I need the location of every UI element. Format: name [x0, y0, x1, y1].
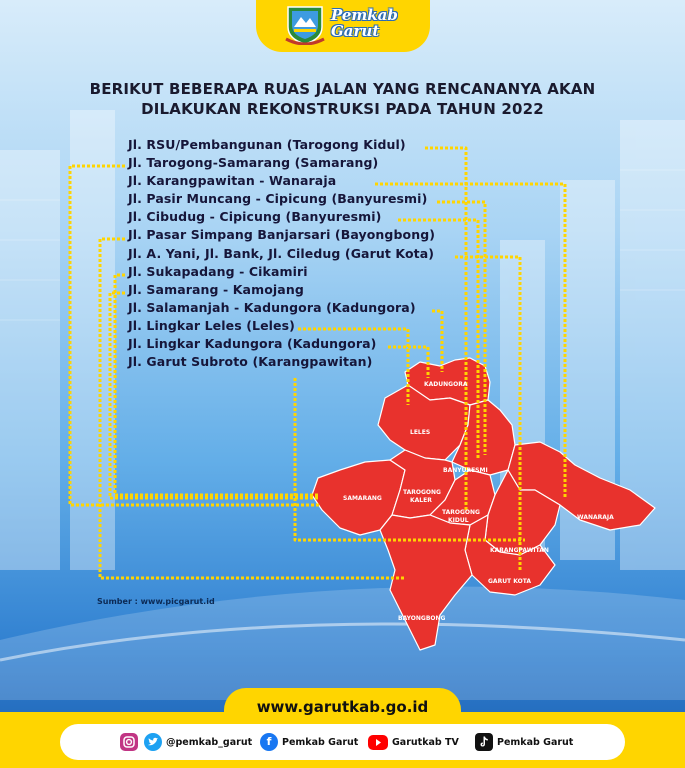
connector-salamanjah [432, 311, 442, 372]
road-item: Jl. Sukapadang - Cikamiri [128, 263, 308, 279]
road-item: Jl. Lingkar Leles (Leles) [128, 317, 295, 333]
website-link[interactable]: www.garutkab.go.id [256, 698, 429, 716]
connector-samarang-kamojang [110, 293, 318, 498]
facebook-group[interactable] [260, 733, 358, 751]
connector-lingkar-leles [298, 329, 408, 405]
youtube-label: Garutkab TV [392, 736, 459, 748]
twitter-icon[interactable] [144, 733, 162, 751]
logo-line-1: Pemkab [331, 6, 398, 24]
label-wanaraja: WANARAJA [577, 514, 614, 521]
label-tarogong-kidul-2: KIDUL [448, 517, 469, 524]
road-item: Jl. Salamanjah - Kadungora (Kadungora) [128, 299, 416, 315]
youtube-group[interactable] [368, 733, 459, 751]
road-item: Jl. Lingkar Kadungora (Kadungora) [128, 336, 377, 352]
page-title-line-2: DILAKUKAN REKONSTRUKSI PADA TAHUN 2022 [141, 100, 544, 118]
tiktok-icon[interactable] [475, 733, 493, 751]
youtube-icon[interactable] [368, 735, 388, 750]
label-garut-kota: GARUT KOTA [488, 578, 531, 585]
road-item: Jl. Karangpawitan - Wanaraja [128, 173, 337, 189]
source-credit: Sumber : www.picgarut.id [97, 597, 215, 606]
label-bayongbong: BAYONGBONG [398, 615, 446, 622]
label-tarogong-kaler-2: KALER [410, 497, 432, 504]
road-item: Jl. Cibudug - Cipicung (Banyuresmi) [128, 209, 382, 225]
label-banyuresmi: BANYURESMI [443, 467, 488, 474]
label-kadungora: KADUNGORA [424, 381, 468, 388]
social-handle-group[interactable] [120, 733, 252, 751]
label-tarogong-kidul-1: TAROGONG [442, 509, 480, 516]
road-item: Jl. Samarang - Kamojang [128, 281, 304, 297]
label-tarogong-kaler-1: TAROGONG [403, 489, 441, 496]
region-bayongbong [380, 515, 472, 650]
road-item: Jl. RSU/Pembangunan (Tarogong Kidul) [128, 137, 406, 152]
social-handle: @pemkab_garut [166, 736, 253, 748]
tiktok-label: Pemkab Garut [497, 736, 574, 748]
road-item: Jl. A. Yani, Jl. Bank, Jl. Ciledug (Garut Kota) [128, 245, 435, 261]
facebook-label: Pemkab Garut [282, 736, 359, 748]
facebook-icon[interactable]: f [260, 733, 278, 751]
label-leles: LELES [410, 429, 431, 436]
connector-tarogong-samarang [70, 166, 320, 505]
logo-line-2: Garut [331, 22, 380, 40]
tiktok-group[interactable] [475, 733, 573, 751]
road-item: Jl. Pasar Simpang Banjarsari (Bayongbong) [128, 227, 436, 243]
road-item: Jl. Pasir Muncang - Cipicung (Banyuresmi) [128, 191, 428, 207]
road-item: Jl. Garut Subroto (Karangpawitan) [128, 354, 373, 370]
connector-sukapadang [115, 275, 318, 495]
instagram-icon[interactable] [120, 733, 138, 751]
page-title-line-1: BERIKUT BEBERAPA RUAS JALAN YANG RENCANANYA AKAN [89, 80, 596, 98]
label-karangpawitan: KARANGPAWITAN [490, 547, 549, 554]
road-item: Jl. Tarogong-Samarang (Samarang) [128, 155, 379, 171]
label-samarang: SAMARANG [343, 495, 382, 502]
